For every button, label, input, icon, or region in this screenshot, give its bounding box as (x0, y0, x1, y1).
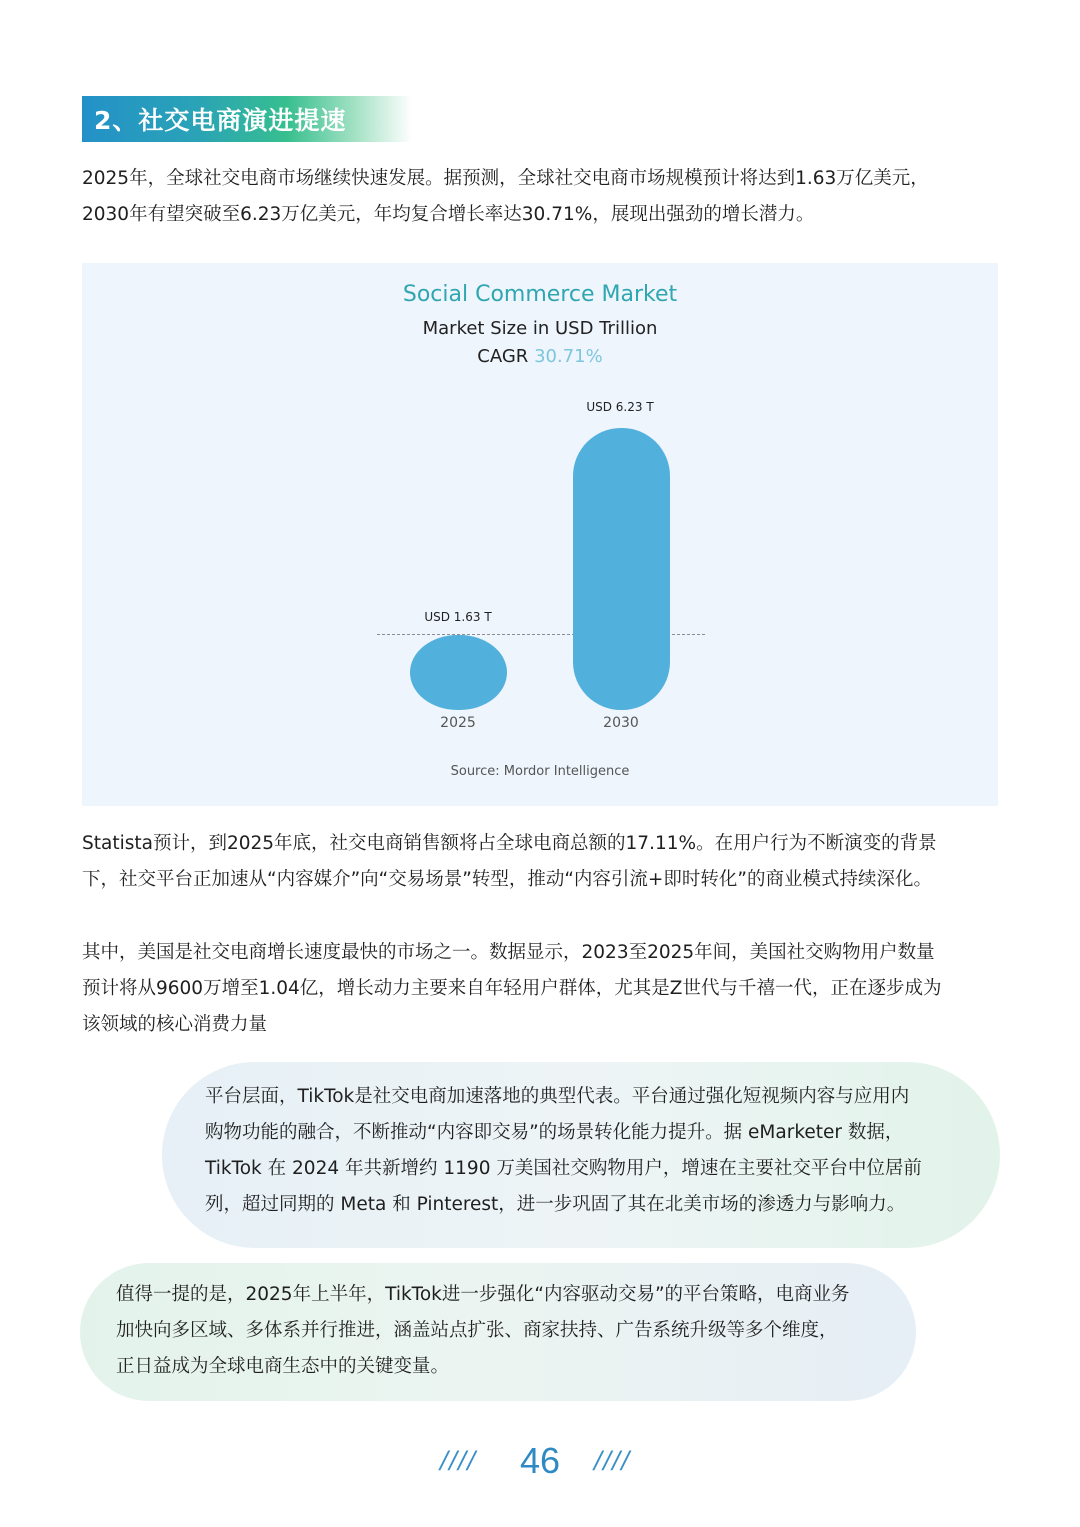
right-slash-decoration: //// (594, 1446, 631, 1474)
us-line-3: 该领域的核心消费力量 (82, 1014, 268, 1035)
us-market-paragraph (82, 935, 1002, 1043)
left-slash-decoration: //// (440, 1446, 477, 1474)
callout-1-line-3: TikTok 在 2024 年共新增约 1190 万美国社交购物用户，增速在主要社交平台中位居前 (205, 1158, 922, 1179)
intro-paragraph (82, 161, 1002, 233)
x-axis-label-2025: 2025 (440, 715, 476, 731)
bar-value-label-2025: USD 1.63 T (424, 610, 492, 624)
chart-cagr (82, 346, 998, 367)
bar-2030 (573, 428, 670, 710)
callout-2-line-3: 正日益成为全球电商生态中的关键变量。 (116, 1356, 450, 1377)
tiktok-strategy-callout (80, 1263, 916, 1401)
statista-line-1: Statista预计，到2025年底，社交电商销售额将占全球电商总额的17.11%。在用户行为不断演变的背景 (82, 833, 937, 854)
statista-line-2: 下，社交平台正加速从“内容媒介”向“交易场景”转型，推动“内容引流+即时转化”的商业模式持续深化。 (82, 869, 933, 890)
callout-1-line-2: 购物功能的融合，不断推动“内容即交易”的场景转化能力提升。据 eMarketer 数据， (205, 1122, 904, 1143)
page-footer (0, 1440, 1080, 1490)
chart-subtitle: Market Size in USD Trillion (422, 318, 658, 339)
section-heading (82, 96, 412, 142)
statista-paragraph (82, 826, 1002, 898)
bar-2025 (410, 635, 507, 710)
x-axis-label-2030: 2030 (603, 715, 639, 731)
us-line-1: 其中，美国是社交电商增长速度最快的市场之一。数据显示，2023至2025年间，美国社交购物用户数量 (82, 942, 935, 963)
intro-line-2: 2030年有望突破至6.23万亿美元，年均复合增长率达30.71%，展现出强劲的增长潜力。 (82, 204, 815, 225)
chart-source: Source: Mordor Intelligence (450, 764, 630, 779)
bar-value-label-2030: USD 6.23 T (586, 400, 654, 414)
us-line-2: 预计将从9600万增至1.04亿，增长动力主要来自年轻用户群体，尤其是Z世代与千禧一代，正在逐步成为 (82, 978, 942, 999)
intro-line-1: 2025年，全球社交电商市场继续快速发展。据预测，全球社交电商市场规模预计将达到1.63万亿美元， (82, 168, 929, 189)
social-commerce-chart (82, 263, 998, 806)
callout-1-line-4: 列，超过同期的 Meta 和 Pinterest，进一步巩固了其在北美市场的渗透力与影响力。 (205, 1194, 906, 1215)
cagr-value: 30.71% (534, 346, 603, 367)
chart-title: Social Commerce Market (402, 282, 678, 307)
tiktok-platform-callout (162, 1062, 1000, 1248)
page-number: 46 (520, 1440, 561, 1481)
callout-2-line-1: 值得一提的是，2025年上半年，TikTok进一步强化“内容驱动交易”的平台策略，电商业务 (116, 1284, 850, 1305)
cagr-label: CAGR (477, 346, 529, 367)
section-heading-text: 2、社交电商演进提速 (94, 106, 347, 135)
callout-2-line-2: 加快向多区域、多体系并行推进，涵盖站点扩张、商家扶持、广告系统升级等多个维度， (116, 1320, 838, 1341)
callout-1-line-1: 平台层面，TikTok是社交电商加速落地的典型代表。平台通过强化短视频内容与应用内 (205, 1086, 910, 1107)
